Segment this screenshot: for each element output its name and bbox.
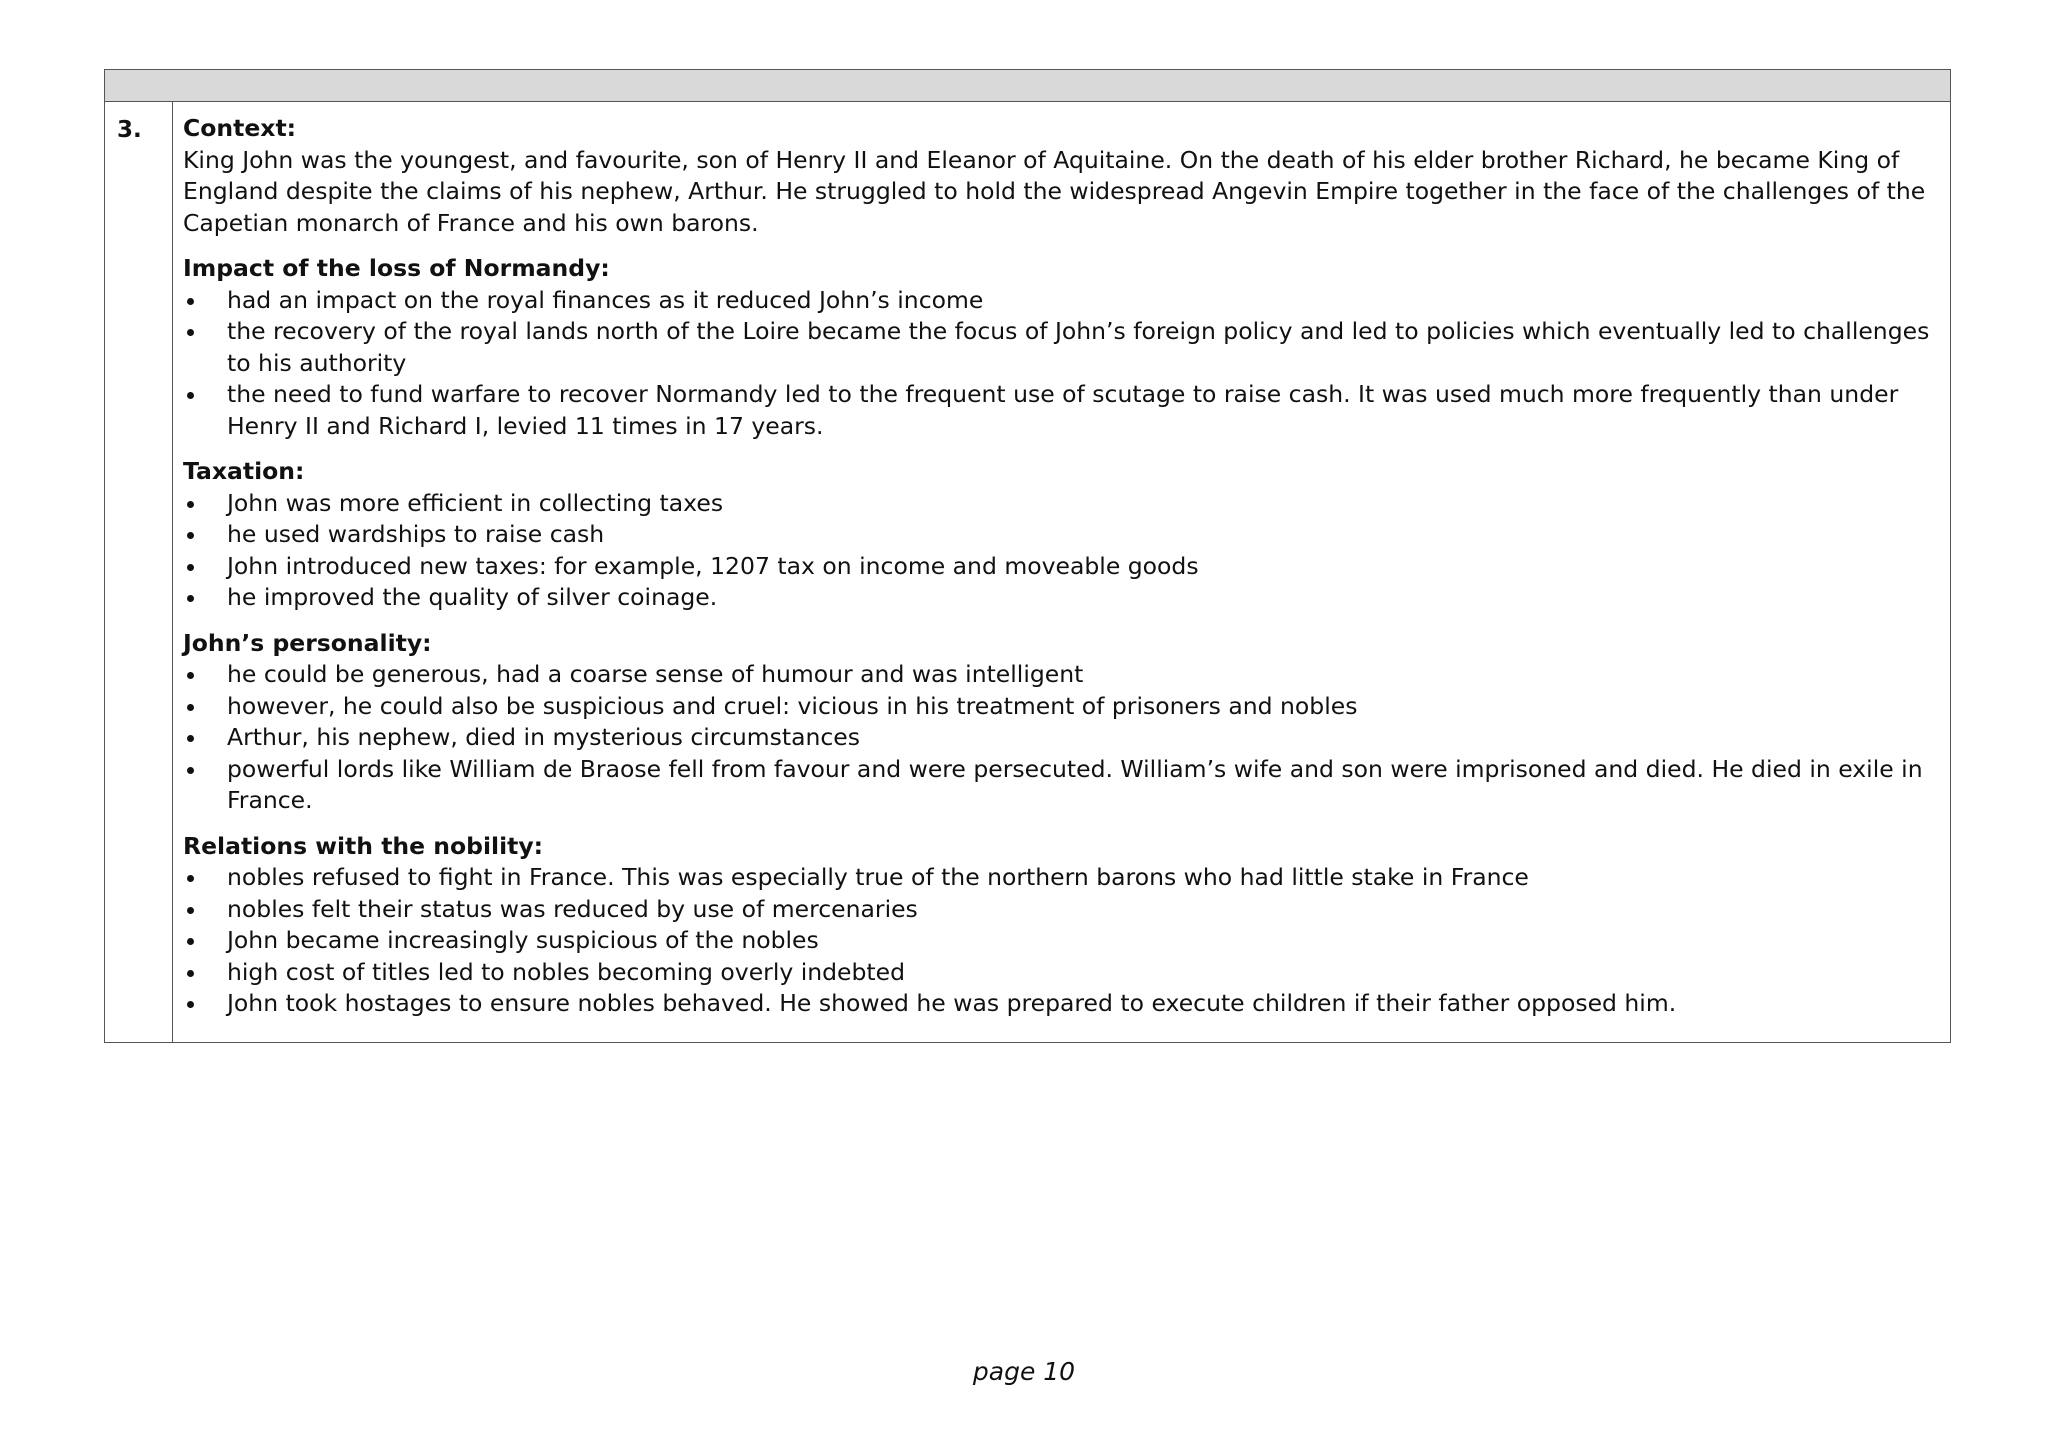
list-item: however, he could also be suspicious and cruel: vicious in his treatment of prisoners and nobles: [183, 691, 1940, 723]
bullet-list: [183, 659, 1940, 817]
section-heading: Relations with the nobility:: [183, 831, 544, 860]
list-item: had an impact on the royal finances as it reduced John’s income: [183, 285, 1940, 317]
answer-content: [173, 102, 1950, 1042]
list-item: the need to fund warfare to recover Normandy led to the frequent use of scutage to raise cash. It was used much more frequently than under Henry II and Richard I, levied 11 times in 17 years.: [183, 379, 1940, 442]
section-heading: Impact of the loss of Normandy:: [183, 254, 610, 282]
section-taxation: [183, 456, 1940, 614]
section-heading: John’s personality:: [183, 628, 432, 657]
list-item: nobles felt their status was reduced by use of mercenaries: [183, 894, 1940, 926]
list-item: he improved the quality of silver coinage.: [183, 582, 1940, 614]
bullet-list: [183, 862, 1940, 1020]
list-item: he could be generous, had a coarse sense of humour and was intelligent: [183, 659, 1940, 691]
bullet-list: [183, 285, 1940, 443]
table-header-row: [105, 70, 1950, 102]
section-personality: [183, 628, 1940, 817]
list-item: high cost of titles led to nobles becoming overly indebted: [183, 957, 1940, 989]
section-heading: Taxation:: [183, 457, 305, 485]
bullet-list: [183, 488, 1940, 614]
list-item: powerful lords like William de Braose fell from favour and were persecuted. William’s wife and son were imprisoned and died. He died in exile in France.: [183, 754, 1940, 817]
table-row: [105, 102, 1950, 1042]
page-number: page 10: [972, 1357, 1076, 1386]
question-number: 3.: [105, 102, 173, 1042]
section-normandy: [183, 253, 1940, 442]
list-item: John introduced new taxes: for example, 1207 tax on income and moveable goods: [183, 551, 1940, 583]
section-context: [183, 113, 1940, 239]
list-item: Arthur, his nephew, died in mysterious circumstances: [183, 722, 1940, 754]
list-item: the recovery of the royal lands north of the Loire became the focus of John’s foreign policy and led to policies which eventually led to challenges to his authority: [183, 316, 1940, 379]
list-item: John was more efficient in collecting taxes: [183, 488, 1940, 520]
section-heading: Context:: [183, 114, 297, 142]
section-paragraph: King John was the youngest, and favourite, son of Henry II and Eleanor of Aquitaine. On the death of his elder brother Richard, he became King of England despite the claims of his nephew, Arthur. He struggled to hold the widespread Angevin Empire together in the face of the challenges of the Capetian monarch of France and his own barons.: [183, 145, 1926, 237]
marking-table: [104, 69, 1951, 1043]
list-item: John became increasingly suspicious of the nobles: [183, 925, 1940, 957]
list-item: he used wardships to raise cash: [183, 519, 1940, 551]
list-item: nobles refused to fight in France. This was especially true of the northern barons who had little stake in France: [183, 862, 1940, 894]
list-item: John took hostages to ensure nobles behaved. He showed he was prepared to execute children if their father opposed him.: [183, 988, 1940, 1020]
section-nobility: [183, 831, 1940, 1020]
